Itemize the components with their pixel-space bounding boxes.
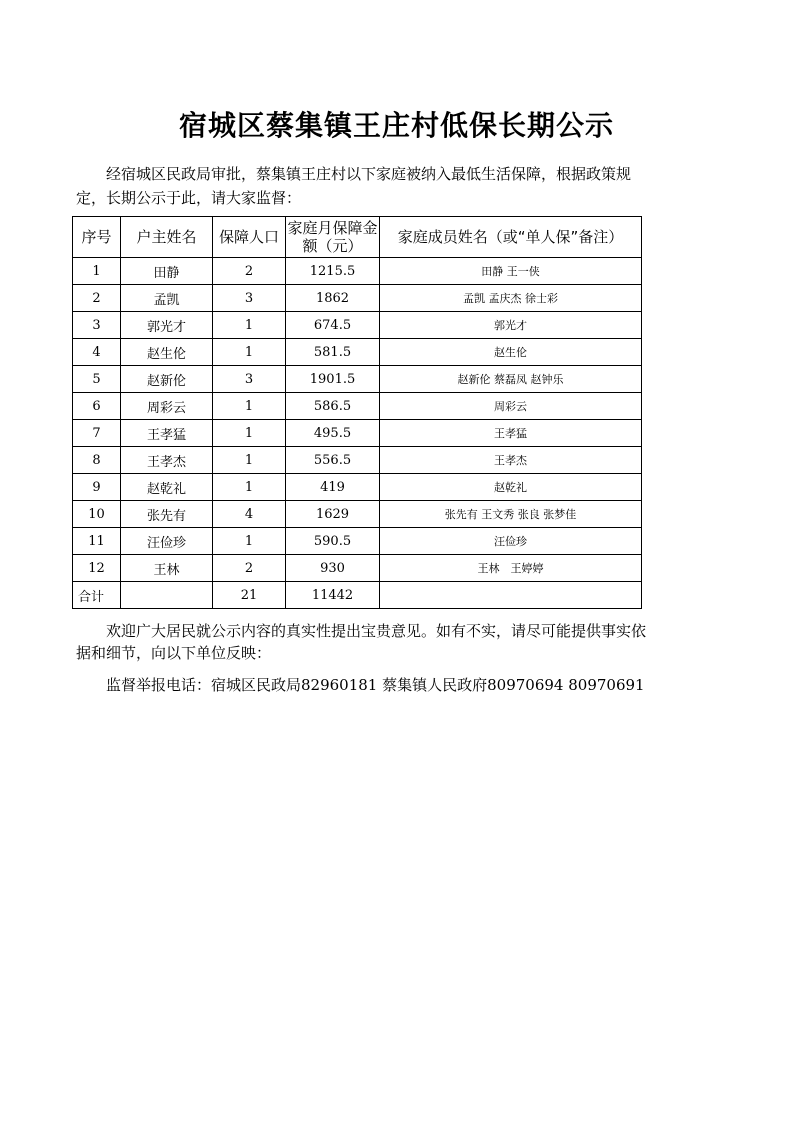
table-header-row [73,217,642,258]
row-members: 田静 王一侠 [380,258,642,285]
row-index: 10 [73,501,121,528]
hotline-line: 监督举报电话：宿城区民政局82960181 蔡集镇人民政府80970694 80970691 [106,676,645,694]
row-index: 9 [73,474,121,501]
row-index: 5 [73,366,121,393]
feedback-paragraph: 欢迎广大居民就公示内容的真实性提出宝贵意见。如有不实，请尽可能提供事实依据和细节，向以下单位反映： [76,622,647,662]
row-people: 2 [213,555,286,582]
row-members: 孟凯 孟庆杰 徐士彩 [380,285,642,312]
row-head-name: 汪俭珍 [121,528,213,555]
row-people: 3 [213,366,286,393]
row-head-name: 郭光才 [121,312,213,339]
row-index: 8 [73,447,121,474]
header-head-name: 户主姓名 [121,217,213,258]
row-members: 赵生伦 [380,339,642,366]
row-amount: 590.5 [286,528,380,555]
row-members: 赵乾礼 [380,474,642,501]
row-people: 4 [213,501,286,528]
row-members: 赵新伦 蔡磊凤 赵钟乐 [380,366,642,393]
row-people: 1 [213,339,286,366]
row-members: 张先有 王文秀 张良 张梦佳 [380,501,642,528]
table-row [73,285,642,312]
header-people: 保障人口 [213,217,286,258]
row-head-name: 王孝杰 [121,447,213,474]
row-index: 7 [73,420,121,447]
table-row [73,339,642,366]
row-amount: 674.5 [286,312,380,339]
row-amount: 556.5 [286,447,380,474]
table-row [73,420,642,447]
row-head-name: 赵新伦 [121,366,213,393]
row-index: 12 [73,555,121,582]
header-amount: 家庭月保障金额（元） [286,217,380,258]
row-head-name: 赵乾礼 [121,474,213,501]
row-people: 1 [213,393,286,420]
row-index: 6 [73,393,121,420]
row-amount: 1215.5 [286,258,380,285]
row-head-name: 周彩云 [121,393,213,420]
row-index: 4 [73,339,121,366]
row-members: 王孝杰 [380,447,642,474]
row-members: 王孝猛 [380,420,642,447]
row-head-name: 王孝猛 [121,420,213,447]
row-head-name: 张先有 [121,501,213,528]
table-row [73,393,642,420]
row-amount: 1862 [286,285,380,312]
row-head-name: 王林 [121,555,213,582]
total-people: 21 [213,582,286,609]
row-amount: 1901.5 [286,366,380,393]
row-members: 王林 王婷婷 [380,555,642,582]
row-people: 1 [213,528,286,555]
subsidy-table [72,216,642,609]
row-index: 3 [73,312,121,339]
row-index: 2 [73,285,121,312]
table-row [73,528,642,555]
table-row [73,555,642,582]
table-total-row [73,582,642,609]
table-row [73,447,642,474]
row-amount: 930 [286,555,380,582]
row-amount: 586.5 [286,393,380,420]
table-row [73,501,642,528]
row-members: 周彩云 [380,393,642,420]
row-amount: 1629 [286,501,380,528]
table-row [73,366,642,393]
table-row [73,312,642,339]
row-people: 1 [213,312,286,339]
row-members: 汪俭珍 [380,528,642,555]
row-head-name: 赵生伦 [121,339,213,366]
row-head-name: 孟凯 [121,285,213,312]
intro-paragraph: 经宿城区民政局审批，蔡集镇王庄村以下家庭被纳入最低生活保障，根据政策规定，长期公示于此，请大家监督： [76,165,632,207]
total-amount: 11442 [286,582,380,609]
total-label: 合计 [73,582,121,609]
row-people: 1 [213,474,286,501]
row-members: 郭光才 [380,312,642,339]
row-people: 3 [213,285,286,312]
table-row [73,258,642,285]
row-people: 2 [213,258,286,285]
row-index: 11 [73,528,121,555]
total-members [380,582,642,609]
row-amount: 581.5 [286,339,380,366]
header-index: 序号 [73,217,121,258]
row-head-name: 田静 [121,258,213,285]
row-amount: 495.5 [286,420,380,447]
row-people: 1 [213,420,286,447]
table-row [73,474,642,501]
header-members: 家庭成员姓名（或“单人保”备注） [380,217,642,258]
total-head-name [121,582,213,609]
row-people: 1 [213,447,286,474]
row-index: 1 [73,258,121,285]
row-amount: 419 [286,474,380,501]
page-title: 宿城区蔡集镇王庄村低保长期公示 [178,109,614,142]
